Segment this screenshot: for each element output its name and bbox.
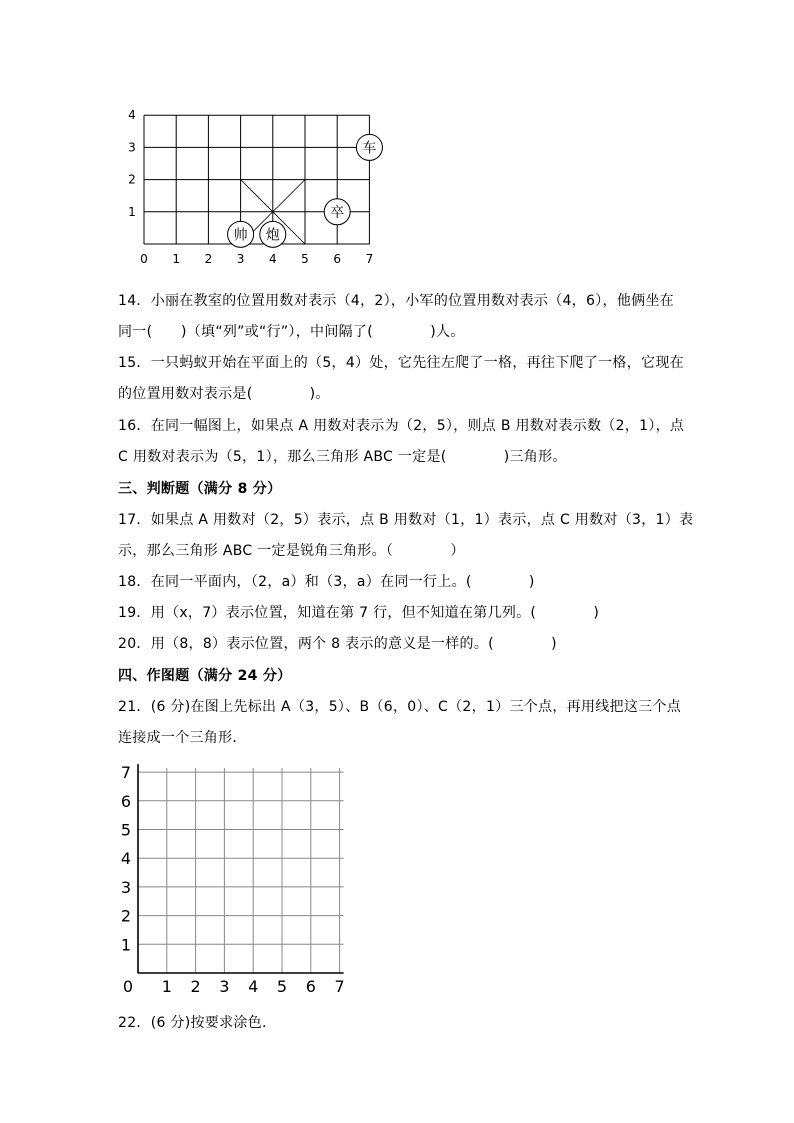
question-17-line1: 17．如果点 A 用数对（2，5）表示，点 B 用数对（1，1）表示，点 C 用数对（3，1）表 [118, 512, 694, 528]
x-tick-label: 2 [190, 977, 201, 996]
question-16-line1: 16．在同一幅图上，如果点 A 用数对表示为（2，5），则点 B 用数对表示数（2，1），点 [118, 418, 685, 434]
x-tick-label: 7 [334, 977, 345, 996]
y-tick-label: 4 [120, 849, 132, 869]
grid-y-axis-labels [121, 763, 131, 954]
x-tick-label: 3 [236, 252, 245, 266]
y-tick-label: 2 [128, 172, 136, 187]
question-14-line1: 14．小丽在教室的位置用数对表示（4，2），小军的位置用数对表示（4，6），他俩坐在 [118, 293, 675, 309]
x-tick-label: 2 [204, 252, 213, 266]
y-tick-label: 4 [128, 108, 136, 123]
coordinate-grid-lines [138, 768, 344, 973]
coordinate-axes [138, 764, 344, 973]
x-tick-label: 0 [140, 252, 148, 266]
coordinate-grid-figure [116, 755, 348, 997]
section-3-heading: 三、判断题（满分 8 分） [118, 481, 282, 497]
chess-piece-label: 车 [362, 140, 377, 157]
y-tick-label: 1 [128, 204, 136, 219]
chess-piece-label: 卒 [330, 204, 345, 221]
question-17-line2: 示，那么三角形 ABC 一定是锐角三角形。（ ） [118, 543, 465, 559]
x-tick-label: 5 [276, 977, 288, 996]
section-4-heading: 四、作图题（满分 24 分） [118, 668, 292, 684]
chess-x-axis-labels [140, 252, 373, 266]
y-tick-label: 1 [120, 935, 132, 955]
y-tick-label: 6 [120, 791, 132, 811]
question-20: 20．用（8，8）表示位置，两个 8 表示的意义是一样的。( ) [118, 636, 557, 652]
question-14-line2: 同一( )（填“列”或“行”），中间隔了( )人。 [118, 324, 465, 340]
y-tick-label: 5 [120, 820, 132, 840]
question-15-line2: 的位置用数对表示是( )。 [118, 386, 330, 402]
chess-piece-label: 帅 [233, 227, 248, 244]
question-22: 22．(6 分)按要求涂色． [118, 1015, 277, 1031]
x-tick-label: 0 [122, 977, 134, 996]
y-tick-label: 3 [128, 140, 136, 155]
question-15-line1: 15．一只蚂蚁开始在平面上的（5，4）处，它先往左爬了一格，再往下爬了一格，它现在 [118, 355, 684, 371]
chess-y-axis-labels [128, 108, 136, 219]
x-tick-label: 6 [305, 977, 316, 996]
x-tick-label: 1 [172, 252, 181, 266]
x-tick-label: 5 [301, 252, 309, 266]
x-tick-label: 1 [161, 977, 172, 996]
x-tick-label: 7 [365, 252, 374, 266]
question-16-line2: C 用数对表示为（5，1），那么三角形 ABC 一定是( )三角形。 [118, 449, 567, 465]
question-21-line2: 连接成一个三角形． [118, 730, 247, 746]
grid-x-axis-labels [123, 977, 345, 996]
x-tick-label: 4 [268, 252, 277, 266]
question-19: 19．用（x，7）表示位置，知道在第 7 行，但不知道在第几列。( ) [118, 605, 600, 621]
chess-board-figure [118, 108, 388, 270]
y-tick-label: 3 [120, 877, 132, 897]
y-tick-label: 2 [120, 906, 132, 926]
question-21-line1: 21．(6 分)在图上先标出 A（3，5）、B（6，0）、C（2，1）三个点，再用线把这三个点 [118, 699, 682, 715]
question-18: 18．在同一平面内，（2，a）和（3，a）在同一行上。( ) [118, 574, 535, 590]
x-tick-label: 3 [219, 977, 230, 996]
x-tick-label: 4 [248, 977, 259, 996]
x-tick-label: 6 [333, 252, 342, 266]
chess-piece-label: 炮 [265, 227, 280, 244]
y-tick-label: 7 [120, 763, 132, 783]
